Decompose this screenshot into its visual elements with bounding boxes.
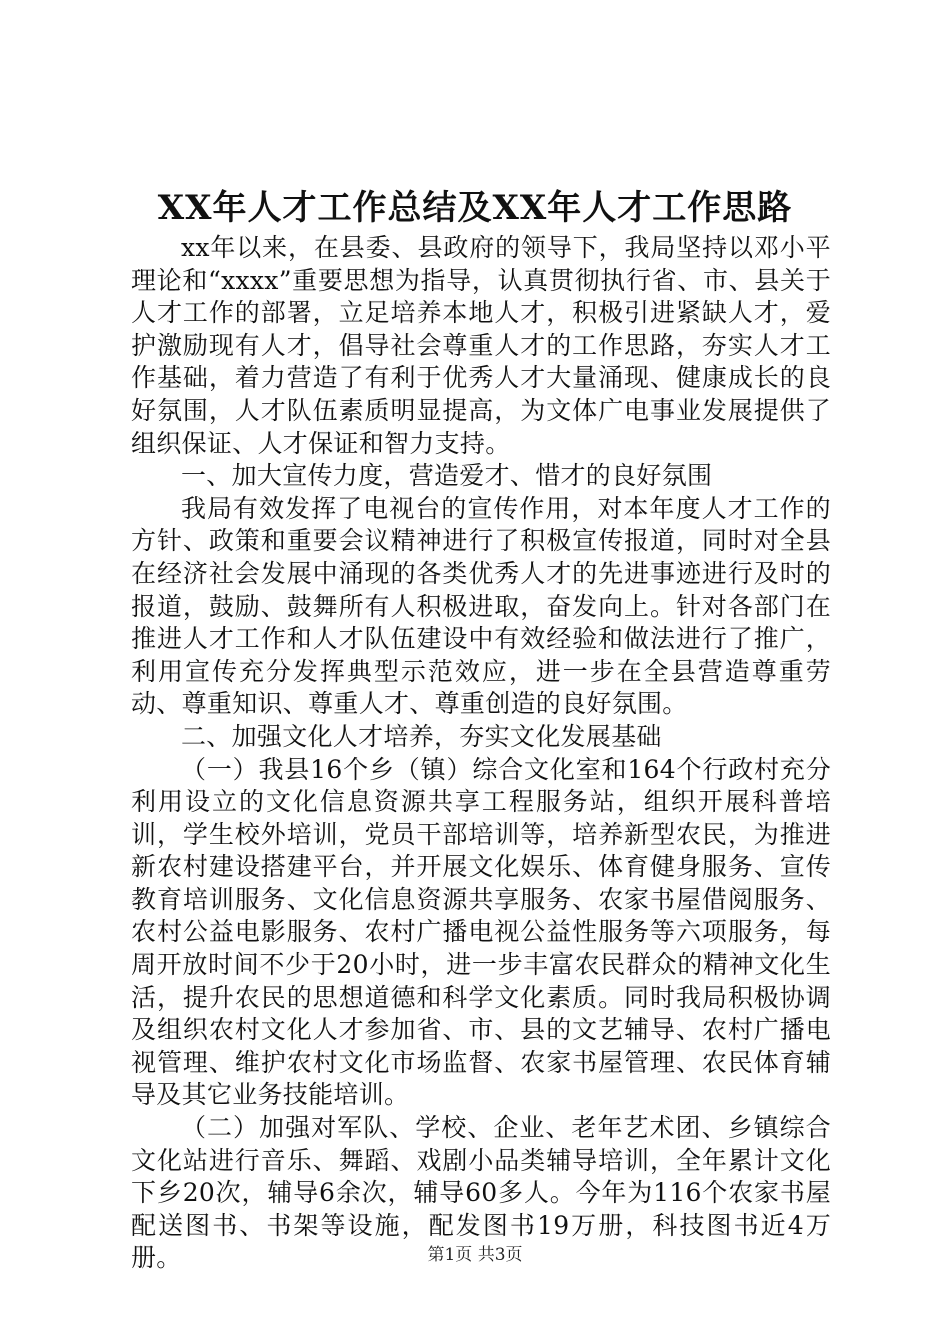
section-heading-1: 一、加大宣传力度，营造爱才、惜才的良好氛围 (181, 461, 713, 491)
document-title: XX年人才工作总结及XX年人才工作思路 (157, 188, 793, 228)
page-number-footer: 第1页 共3页 (427, 1245, 523, 1265)
section-2-item-1-paragraph: （一）我县16个乡（镇）综合文化室和164个行政村充分利用设立的文化信息资源共享工程服务站，组织开展科普培训，学生校外培训，党员干部培训等，培养新型农民，为推进新农村建设搭建平台，并开展文化娱乐、体育健身服务、宣传教育培训服务、文化信息资源共享服务、农家书屋借阅服务、农村公益电影服务、农村广播电视公益性服务等六项服务，每周开放时间不少于20小时，进一步丰富农民群众的精神文化生活，提升农民的思想道德和科学文化素质。同时我局积极协调及组织农村文化人才参加省、市、县的文艺辅导、农村广播电视管理、维护农村文化市场监督、农家书屋管理、农民体育辅导及其它业务技能培训。 (131, 754, 831, 1110)
section-1-paragraph: 我局有效发挥了电视台的宣传作用，对本年度人才工作的方针、政策和重要会议精神进行了积极宣传报道，同时对全县在经济社会发展中涌现的各类优秀人才的先进事迹进行及时的报道，鼓励、鼓舞所有人积极进取，奋发向上。针对各部门在推进人才工作和人才队伍建设中有效经验和做法进行了推广，利用宣传充分发挥典型示范效应，进一步在全县营造尊重劳动、尊重知识、尊重人才、尊重创造的良好氛围。 (131, 493, 831, 719)
document-body (131, 232, 831, 1275)
section-2-item-2-paragraph: （二）加强对军队、学校、企业、老年艺术团、乡镇综合文化站进行音乐、舞蹈、戏剧小品类辅导培训，全年累计文化下乡20次，辅导6余次，辅导60多人。今年为116个农家书屋配送图书、书架等设施，配发图书19万册，科技图书近4万册。 (131, 1113, 831, 1273)
intro-paragraph: xx年以来，在县委、县政府的领导下，我局坚持以邓小平理论和“xxxx”重要思想为指导，认真贯彻执行省、市、县关于人才工作的部署，立足培养本地人才，积极引进紧缺人才，爱护激励现有人才，倡导社会尊重人才的工作思路，夯实人才工作基础，着力营造了有利于优秀人才大量涌现、健康成长的良好氛围，人才队伍素质明显提高，为文体广电事业发展提供了组织保证、人才保证和智力支持。 (131, 233, 831, 458)
section-heading-2: 二、加强文化人才培养，夯实文化发展基础 (181, 721, 662, 751)
